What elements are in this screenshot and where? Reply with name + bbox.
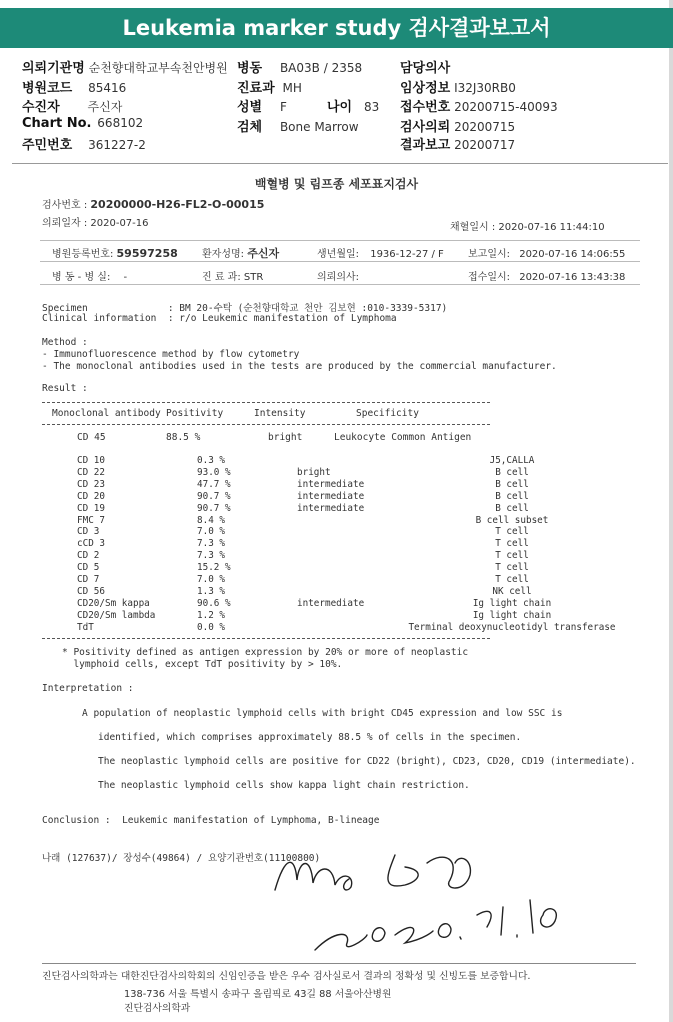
- marker-row: [44, 526, 627, 538]
- marker-row: [44, 503, 627, 515]
- cd45-antibody: CD 45: [77, 432, 106, 443]
- header-doctor: 담당의사: [400, 61, 451, 76]
- marker-ab: CD20/Sm lambda: [77, 609, 156, 621]
- marker-pos: 15.2 %: [197, 562, 231, 574]
- marker-int: [297, 574, 397, 586]
- marker-pos: 47.7 %: [197, 478, 231, 490]
- idno-value: 361227-2: [88, 138, 146, 152]
- signature-stroke-5: [460, 900, 556, 939]
- interpretation-line-1: A population of neoplastic lymphoid cells with bright CD45 expression and low SSC is: [82, 708, 563, 719]
- patient-row-1: 병원등록번호: 59597258 환자성명: 주신자 생년월일: 1936-12-27 / F 보고일시: 2020-07-16 14:06:55: [40, 240, 640, 262]
- marker-row: [44, 467, 627, 479]
- marker-row: [44, 515, 627, 527]
- patient-value: 주신자: [87, 100, 123, 114]
- marker-pos: 93.0 %: [197, 466, 231, 478]
- header-receipt: 접수번호 20200715-40093: [400, 100, 558, 115]
- table-rule-header: [42, 424, 490, 425]
- marker-pos: 1.3 %: [197, 585, 225, 597]
- signers-line: 나래 (127637)/ 장성수(49864) / 요양기관번호(11100800): [42, 853, 321, 864]
- cd45-positivity: 88.5 %: [166, 432, 201, 443]
- marker-spec: B cell: [495, 502, 529, 514]
- marker-ab: CD 3: [77, 526, 100, 538]
- marker-int: intermediate: [297, 478, 365, 490]
- marker-row: [44, 491, 627, 503]
- marker-int: [297, 586, 397, 598]
- table-rule-top: [42, 402, 490, 403]
- marker-pos: 0.3 %: [197, 455, 225, 466]
- marker-ab: CD20/Sm kappa: [77, 597, 150, 609]
- marker-pos: 7.0 %: [197, 526, 225, 538]
- marker-spec: NK cell: [492, 585, 532, 597]
- marker-int: bright: [297, 466, 331, 478]
- report-title: 백혈병 및 림프종 세포표지검사: [254, 177, 419, 191]
- header-row-idno: [22, 134, 146, 153]
- method-title: Method :: [42, 337, 88, 348]
- signature-stroke-2: [388, 855, 418, 886]
- patient-row-2: 병 동 - 병 실: - 진 료 과: STR 의뢰의사: 접수일시: 2020-07-16 13:43:38: [40, 264, 640, 285]
- marker-ab: CD 56: [77, 585, 105, 597]
- institution-value: 순천향대학교부속천안병원: [88, 61, 228, 75]
- marker-row: [44, 622, 627, 634]
- col-header-intensity: Intensity: [254, 408, 306, 419]
- marker-pos: 90.7 %: [197, 490, 231, 502]
- marker-row: [44, 610, 627, 622]
- footer-rule: [42, 963, 636, 964]
- header-specimen: 검체 Bone Marrow: [237, 120, 359, 135]
- interpretation-line-4: The neoplastic lymphoid cells show kappa light chain restriction.: [98, 780, 470, 791]
- marker-int: [297, 550, 397, 562]
- footnote-line-2: lymphoid cells, except TdT positivity by > 10%.: [62, 659, 343, 670]
- marker-pos: 7.0 %: [197, 574, 225, 586]
- marker-spec: T cell: [495, 538, 529, 550]
- marker-row: [44, 598, 627, 610]
- header-separator: [12, 163, 668, 164]
- hospcode-label: 병원코드: [22, 81, 73, 96]
- col-header-positivity: Positivity: [166, 408, 224, 419]
- handwritten-signature: [255, 835, 575, 960]
- header-sex: 성별 F: [237, 100, 287, 115]
- marker-spec: T cell: [495, 526, 529, 538]
- marker-pos: 8.4 %: [197, 514, 225, 526]
- certification-text: 진단검사의학과는 대한진단검사의학회의 신임인증을 받은 우수 검사실로서 결과의 정확성 및 신빙도를 보증합니다.: [42, 971, 531, 982]
- header-row-institution: [22, 57, 228, 76]
- marker-ab: CD 7: [77, 574, 100, 586]
- marker-int: [297, 610, 397, 622]
- signature-stroke-3: [427, 857, 470, 888]
- marker-ab: CD 22: [77, 466, 105, 478]
- clinical-info-line: Clinical information : r/o Leukemic manifestation of Lymphoma: [42, 313, 397, 324]
- marker-spec: B cell: [495, 466, 529, 478]
- marker-spec: Ig light chain: [472, 597, 552, 609]
- marker-int: [297, 455, 397, 467]
- collection-datetime: 채혈일시 : 2020-07-16 11:44:10: [450, 222, 605, 233]
- marker-pos: 90.7 %: [197, 502, 231, 514]
- marker-int: intermediate: [297, 502, 365, 514]
- department-name: 진단검사의학과: [124, 1003, 191, 1014]
- method-line-2: - The monoclonal antibodies used in the tests are produced by the commercial manufacturer.: [42, 361, 557, 372]
- cd45-specificity: Leukocyte Common Antigen: [334, 432, 472, 443]
- test-number: 검사번호 : 20200000-H26-FL2-O-00015: [42, 198, 265, 211]
- marker-pos: 7.3 %: [197, 550, 225, 562]
- marker-int: [297, 562, 397, 574]
- marker-spec: B cell subset: [475, 514, 549, 526]
- chartno-label: Chart No.: [22, 116, 92, 131]
- hospital-address: 138-736 서울 특별시 송파구 올림픽로 43길 88 서울아산병원: [124, 989, 392, 1000]
- cd45-intensity: bright: [268, 432, 303, 443]
- marker-ab: CD 10: [77, 455, 105, 466]
- marker-ab: CD 2: [77, 550, 100, 562]
- marker-spec: T cell: [495, 562, 529, 574]
- signature-stroke-4: [315, 924, 451, 950]
- marker-int: [297, 622, 397, 634]
- marker-row: [44, 574, 627, 586]
- marker-row: [44, 586, 627, 598]
- hospcode-value: 85416: [88, 81, 127, 95]
- marker-int: intermediate: [297, 490, 365, 502]
- marker-ab: CD 20: [77, 490, 105, 502]
- marker-spec: B cell: [495, 490, 529, 502]
- marker-pos: 90.6 %: [197, 597, 231, 609]
- header-age: 나이 83: [327, 100, 380, 115]
- marker-row: [44, 455, 627, 467]
- marker-spec: Ig light chain: [472, 609, 552, 621]
- footnote-line-1: * Positivity defined as antigen expression by 20% or more of neoplastic: [62, 647, 469, 658]
- col-header-specificity: Specificity: [356, 408, 419, 419]
- col-header-antibody: Monoclonal antibody: [52, 408, 161, 419]
- marker-int: [297, 538, 397, 550]
- marker-row: [44, 538, 627, 550]
- patient-label: 수진자: [22, 100, 60, 115]
- interpretation-line-3: The neoplastic lymphoid cells are positive for CD22 (bright), CD23, CD20, CD19 (intermediate).: [98, 756, 636, 767]
- table-rule-bottom: [42, 638, 490, 639]
- marker-pos: 1.2 %: [197, 609, 225, 621]
- marker-spec: T cell: [495, 550, 529, 562]
- signature-stroke-1: [275, 862, 352, 890]
- marker-ab: CD 23: [77, 478, 105, 490]
- marker-row: [44, 562, 627, 574]
- header-ward: 병동 BA03B / 2358: [237, 61, 363, 76]
- conclusion-line: Conclusion : Leukemic manifestation of Lymphoma, B-lineage: [42, 815, 380, 826]
- interpretation-title: Interpretation :: [42, 683, 134, 694]
- header-row-chartno: [22, 116, 143, 131]
- request-date: 의뢰일자 : 2020-07-16: [42, 218, 149, 229]
- marker-ab: CD 5: [77, 562, 100, 574]
- method-line-1: - Immunofluorescence method by flow cytometry: [42, 349, 300, 360]
- interpretation-line-2: identified, which comprises approximately 88.5 % of cells in the specimen.: [98, 732, 522, 743]
- marker-int: [297, 515, 397, 527]
- marker-row: [44, 550, 627, 562]
- marker-pos: 7.3 %: [197, 538, 225, 550]
- marker-ab: TdT: [77, 621, 94, 633]
- institution-label: 의뢰기관명: [22, 61, 85, 76]
- marker-spec: Terminal deoxynucleotidyl transferase: [408, 621, 616, 633]
- marker-ab: FMC 7: [77, 514, 105, 526]
- marker-spec: J5,CALLA: [489, 455, 535, 466]
- marker-int: [297, 526, 397, 538]
- header-row-patient: [22, 96, 122, 115]
- marker-pos: 0.0 %: [197, 621, 225, 633]
- marker-spec: B cell: [495, 478, 529, 490]
- header-clinical: 임상정보 I32J30RB0: [400, 81, 516, 96]
- result-title: Result :: [42, 383, 88, 394]
- header-row-hospcode: [22, 77, 126, 96]
- idno-label: 주민번호: [22, 138, 73, 153]
- header-reported: 결과보고 20200717: [400, 138, 516, 153]
- marker-spec: T cell: [495, 574, 529, 586]
- header-dept: 진료과 MH: [237, 81, 302, 96]
- marker-int: intermediate: [297, 597, 365, 609]
- chartno-value: 668102: [97, 116, 144, 130]
- marker-ab: cCD 3: [77, 538, 105, 550]
- specimen-line: Specimen : BM 20-수탁 (순천향대학교 천안 김보현 :010-3339-5317): [42, 303, 448, 314]
- marker-row: [44, 479, 627, 491]
- marker-results-table: [44, 455, 627, 634]
- report-banner-title: Leukemia marker study 검사결과보고서: [0, 8, 673, 48]
- header-request: 검사의뢰 20200715: [400, 120, 516, 135]
- marker-ab: CD 19: [77, 502, 105, 514]
